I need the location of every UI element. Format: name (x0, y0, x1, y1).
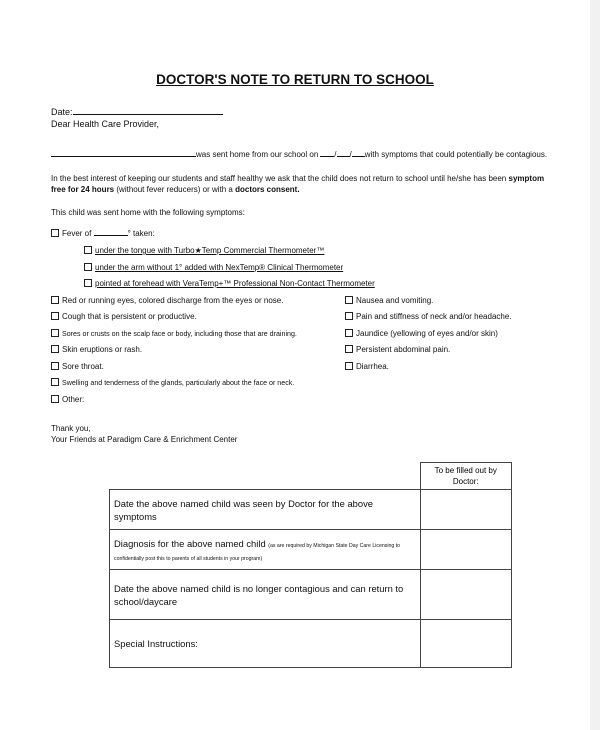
symptom-label: Nausea and vomiting. (356, 296, 434, 305)
day-blank[interactable] (337, 156, 350, 157)
policy-text: (without fever reducers) or with a (116, 185, 233, 194)
sent-home-line (51, 150, 547, 159)
row-return-input[interactable] (420, 570, 512, 620)
symptom-item[interactable] (51, 329, 297, 338)
fever-option[interactable] (84, 263, 343, 272)
fever-label-suffix: ° taken: (127, 229, 155, 238)
fever-option-label: pointed at forehead with VeraTemp+™ Professional Non-Contact Thermometer (95, 279, 375, 288)
slash: / (349, 150, 352, 159)
doctor-form-table (109, 462, 512, 668)
symptom-label: Red or running eyes, colored discharge from the eyes or nose. (62, 296, 284, 305)
fever-checkbox[interactable] (51, 229, 59, 237)
symptom-item[interactable] (51, 378, 294, 387)
row-seen-label: Date the above named child was seen by Doctor for the above symptoms (110, 490, 421, 530)
checkbox[interactable] (84, 263, 92, 271)
symptom-label: Persistent abdominal pain. (356, 345, 451, 354)
checkbox[interactable] (345, 329, 353, 337)
symptom-label: Diarrhea. (356, 362, 389, 371)
fever-option[interactable] (84, 279, 375, 288)
policy-text: In the best interest of keeping our students and staff healthy we ask that the child does not return to school until he/she has been (51, 174, 507, 183)
fever-option-label: under the arm without 1° added with NexTemp® Clinical Thermometer (95, 263, 344, 272)
table-row (110, 570, 512, 620)
checkbox[interactable] (51, 378, 59, 386)
checkbox[interactable] (84, 246, 92, 254)
checkbox[interactable] (345, 345, 353, 353)
page-title: DOCTOR'S NOTE TO RETURN TO SCHOOL (156, 72, 434, 87)
closing-signature: Your Friends at Paradigm Care & Enrichment Center (51, 435, 238, 444)
symptom-item-other[interactable] (51, 395, 84, 404)
symptom-item[interactable] (345, 362, 389, 371)
contagious-text: with symptoms that could potentially be contagious. (364, 150, 548, 159)
date-blank[interactable] (73, 114, 223, 115)
symptom-label: Pain and stiffness of neck and/or headache. (356, 312, 512, 321)
symptom-item[interactable] (345, 329, 498, 338)
fever-option[interactable] (84, 246, 324, 255)
checkbox[interactable] (51, 329, 59, 337)
policy-line-2 (51, 185, 300, 194)
month-blank[interactable] (320, 156, 334, 157)
symptom-label: Sore throat. (62, 362, 104, 371)
row-diagnosis (110, 530, 421, 570)
symptom-label: Skin eruptions or rash. (62, 345, 143, 354)
row-diagnosis-note: (as are required by Michigan State Day Care Licensing to confidentially post this to parents of all students in your program) (114, 542, 401, 562)
row-diagnosis-label: Diagnosis for the above named child (114, 537, 266, 549)
checkbox[interactable] (345, 312, 353, 320)
fever-option-label: under the tongue with Turbo★Temp Commercial Thermometer™ (95, 246, 325, 255)
table-corner (110, 463, 421, 490)
symptom-label: Other: (62, 395, 85, 404)
row-diagnosis-input[interactable] (420, 530, 512, 570)
symptom-item[interactable] (51, 312, 197, 321)
symptom-label: Swelling and tenderness of the glands, particularly about the face or neck. (62, 379, 295, 387)
checkbox[interactable] (84, 279, 92, 287)
symptom-item[interactable] (345, 345, 450, 354)
date-label: Date: (51, 107, 73, 117)
policy-bold: free for 24 hours (51, 185, 115, 194)
symptom-item[interactable] (51, 362, 104, 371)
date-field (51, 107, 223, 117)
year-blank[interactable] (352, 156, 365, 157)
symptom-label: Sores or crusts on the scalp face or body, including those that are draining. (62, 330, 297, 338)
row-instructions-label: Special Instructions: (110, 620, 421, 668)
salutation: Dear Health Care Provider, (51, 119, 160, 129)
policy-bold: symptom (508, 174, 545, 183)
child-name-blank[interactable] (51, 156, 196, 157)
fever-item[interactable] (51, 229, 155, 238)
row-return-label: Date the above named child is no longer contagious and can return to school/daycare (110, 570, 421, 620)
table-header: To be filled out by Doctor: (420, 463, 512, 490)
symptom-item[interactable] (51, 345, 142, 354)
checkbox[interactable] (51, 362, 59, 370)
table-row (110, 620, 512, 668)
row-seen-input[interactable] (420, 490, 512, 530)
checkbox[interactable] (51, 312, 59, 320)
checkbox[interactable] (345, 296, 353, 304)
symptom-label: Jaundice (yellowing of eyes and/or skin) (356, 329, 498, 338)
checkbox[interactable] (345, 362, 353, 370)
row-instructions-input[interactable] (420, 620, 512, 668)
checkbox[interactable] (51, 395, 59, 403)
symptom-item[interactable] (51, 296, 283, 305)
checkbox[interactable] (51, 345, 59, 353)
checkbox[interactable] (51, 296, 59, 304)
symptom-item[interactable] (345, 312, 512, 321)
closing-thanks: Thank you, (51, 424, 91, 433)
table-row (110, 490, 512, 530)
fever-label: Fever of (62, 229, 92, 238)
table-row (110, 530, 512, 570)
symptom-label: Cough that is persistent or productive. (62, 312, 197, 321)
policy-line-1 (51, 174, 544, 183)
sent-home-text: was sent home from our school on (196, 150, 319, 159)
fever-temp-blank[interactable] (94, 235, 128, 236)
slash: / (334, 150, 337, 159)
symptoms-intro: This child was sent home with the following symptoms: (51, 208, 245, 217)
policy-bold: doctors consent. (235, 185, 300, 194)
symptom-item[interactable] (345, 296, 433, 305)
